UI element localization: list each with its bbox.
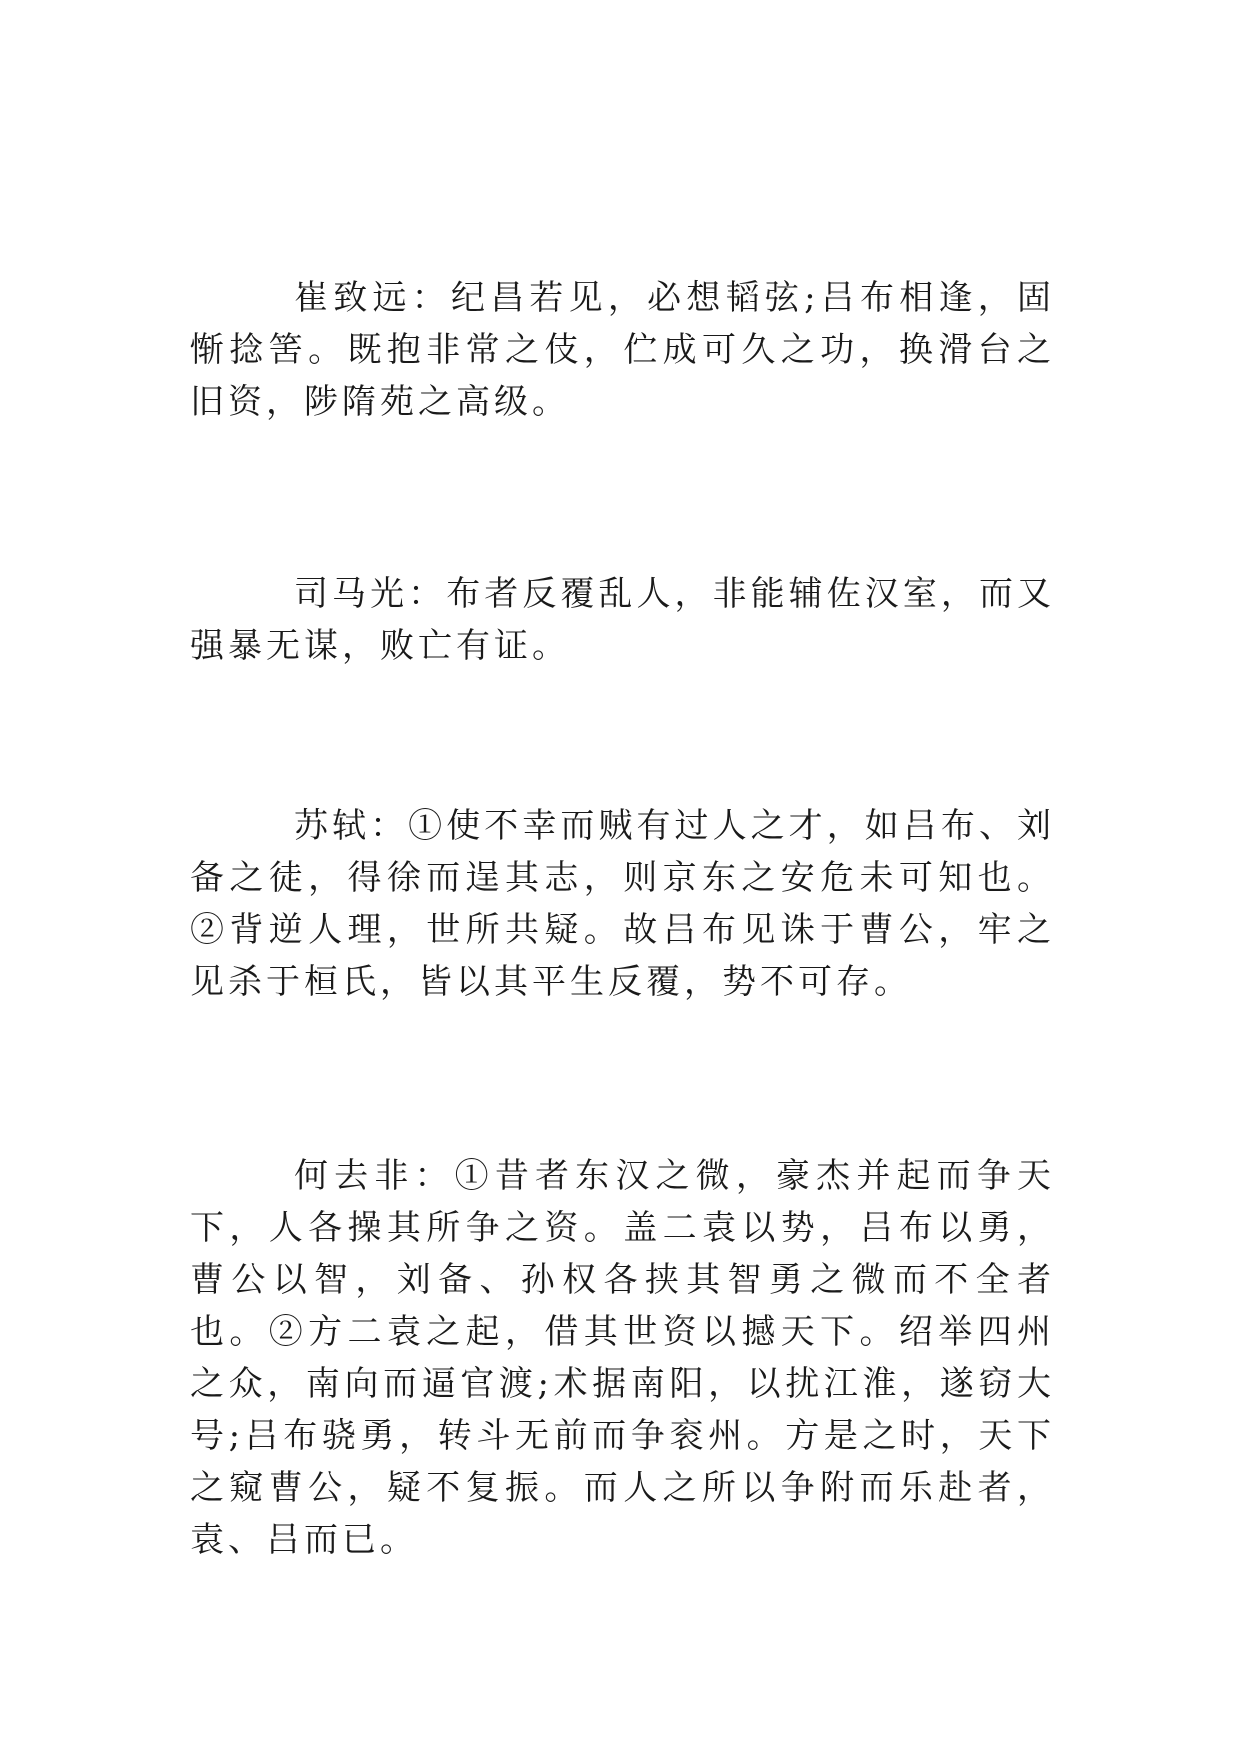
paragraph-cui-zhiyuan: 崔致远：纪昌若见，必想韬弦;吕布相逢，固惭捻筈。既抱非常之伎，伫成可久之功，换滑台之旧资，陟隋苑之高级。 [190,278,1055,422]
paragraph-he-qufei: 何去非：①昔者东汉之微，豪杰并起而争天下，人各操其所争之资。盖二袁以势，吕布以勇，曹公以智，刘备、孙权各挟其智勇之微而不全者也。②方二袁之起，借其世资以撼天下。绍举四州之众，南向而逼官渡;术据南阳，以扰江淮，遂窃大号;吕布骁勇，转斗无前而争衮州。方是之时，天下之窥曹公，疑不复振。而人之所以争附而乐赴者，袁、吕而已。 [190,1156,1055,1560]
paragraph-sima-guang: 司马光：布者反覆乱人，非能辅佐汉室，而又强暴无谋，败亡有证。 [190,574,1055,666]
paragraph-su-shi: 苏轼：①使不幸而贼有过人之才，如吕布、刘备之徒，得徐而逞其志，则京东之安危未可知也。 ②背逆人理，世所共疑。故吕布见诛于曹公，牢之见杀于桓氏，皆以其平生反覆，势不可存。 [190,806,1055,1002]
